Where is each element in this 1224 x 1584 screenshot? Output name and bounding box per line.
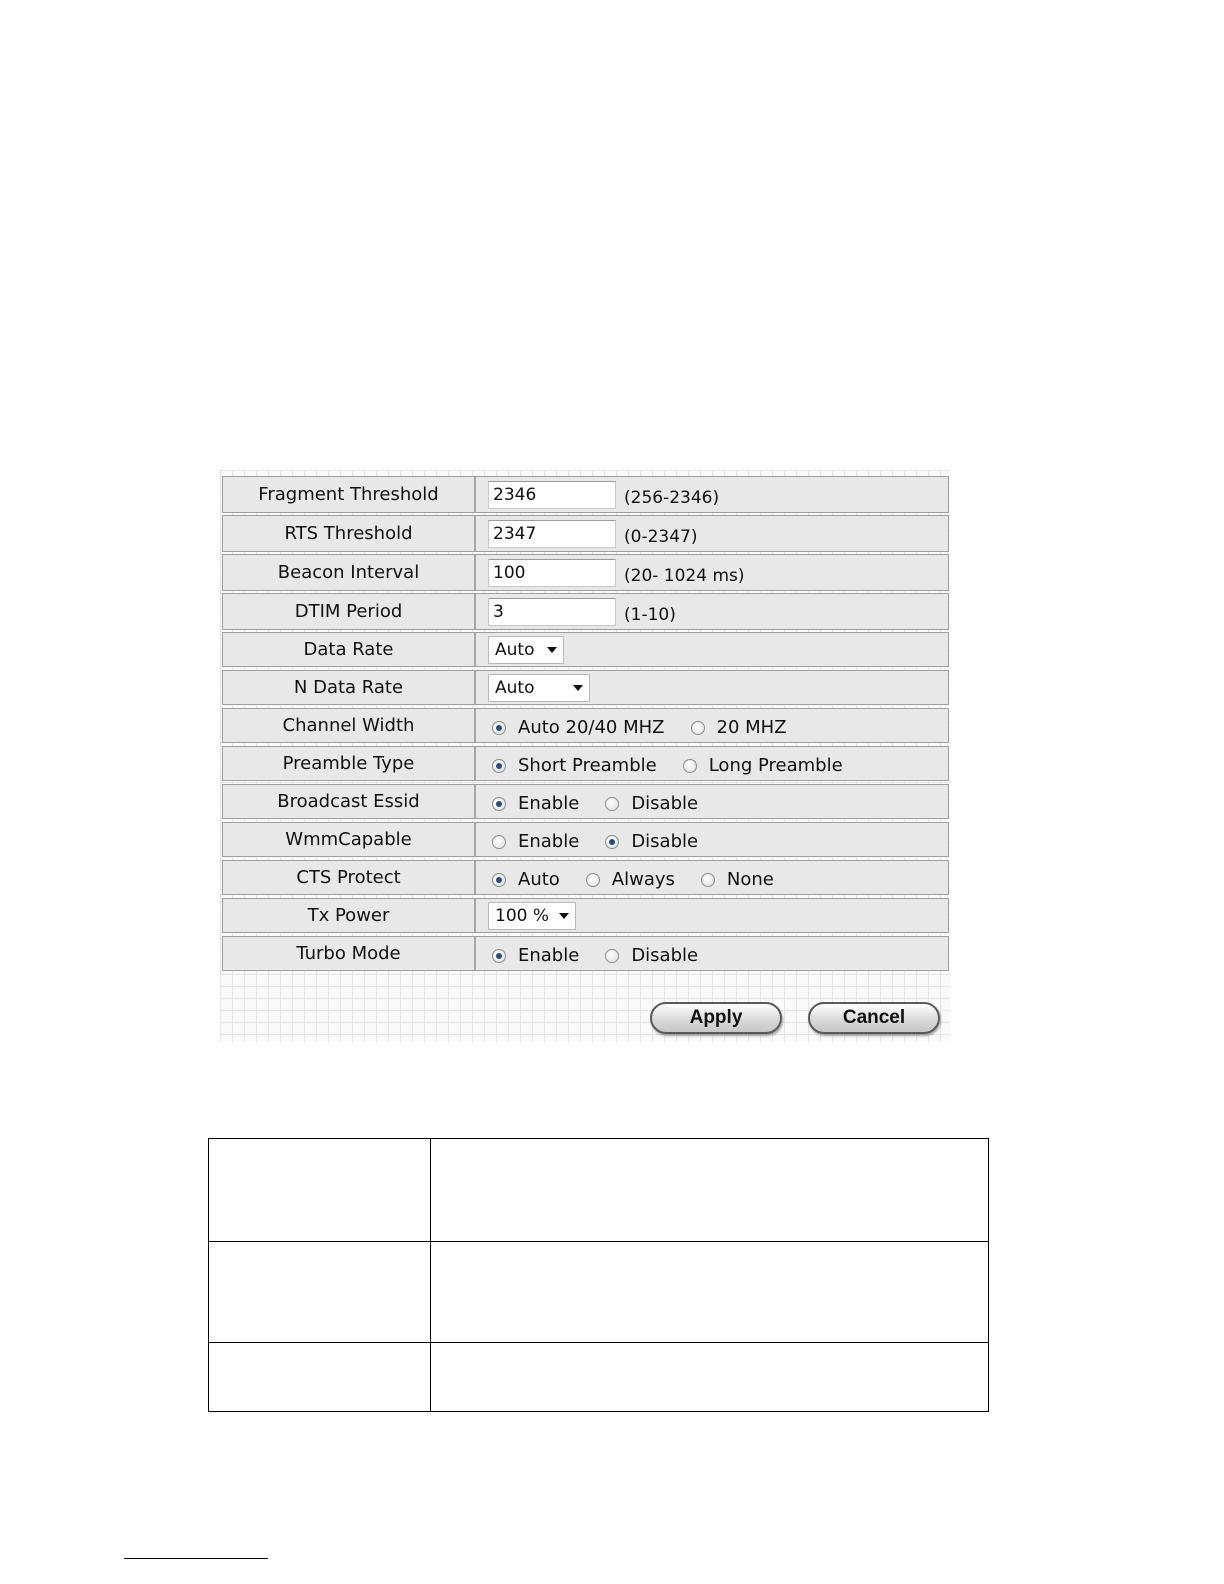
value-turbo-mode	[476, 937, 948, 970]
value-dtim-period	[476, 594, 948, 629]
dtim-period-input[interactable]	[488, 598, 616, 626]
radio-checked-icon[interactable]	[605, 835, 619, 849]
radio-unchecked-icon[interactable]	[492, 835, 506, 849]
chevron-down-icon	[547, 647, 557, 653]
row-data-rate	[222, 632, 949, 667]
label-channel-width: Channel Width	[223, 709, 476, 742]
broadcast-essid-option-disable[interactable]	[601, 793, 698, 814]
turbo-disable-label: Disable	[631, 945, 699, 966]
turbo-enable-label: Enable	[518, 945, 580, 966]
cts-option-auto[interactable]	[488, 869, 560, 890]
row-dtim-period	[222, 593, 949, 630]
chevron-down-icon	[559, 913, 569, 919]
radio-checked-icon[interactable]	[492, 949, 506, 963]
radio-checked-icon[interactable]	[492, 759, 506, 773]
row-wmm-capable	[222, 822, 949, 857]
wmm-capable-radio-group	[488, 831, 720, 852]
radio-unchecked-icon[interactable]	[586, 873, 600, 887]
value-wmm-capable	[476, 823, 948, 856]
label-turbo-mode: Turbo Mode	[223, 937, 476, 970]
preamble-long-label: Long Preamble	[708, 755, 843, 776]
beacon-interval-input[interactable]	[488, 559, 616, 587]
row-beacon-interval	[222, 554, 949, 591]
label-n-data-rate: N Data Rate	[223, 671, 476, 704]
label-wmm-capable: WmmCapable	[223, 823, 476, 856]
broadcast-essid-disable-label: Disable	[631, 793, 699, 814]
value-data-rate	[476, 633, 948, 666]
row-fragment-threshold	[222, 476, 949, 513]
value-rts-threshold	[476, 516, 948, 551]
label-broadcast-essid: Broadcast Essid	[223, 785, 476, 818]
wmm-disable-label: Disable	[631, 831, 699, 852]
row-rts-threshold	[222, 515, 949, 552]
settings-rows	[222, 476, 949, 974]
fragment-threshold-range: (256-2346)	[624, 487, 720, 508]
preamble-option-short[interactable]	[488, 755, 657, 776]
cts-always-label: Always	[611, 869, 675, 890]
channel-width-auto-label: Auto 20/40 MHZ	[518, 717, 665, 738]
radio-unchecked-icon[interactable]	[683, 759, 697, 773]
label-preamble-type: Preamble Type	[223, 747, 476, 780]
table-row-divider	[209, 1241, 988, 1242]
wmm-option-enable[interactable]	[488, 831, 579, 852]
cts-none-label: None	[726, 869, 774, 890]
preamble-short-label: Short Preamble	[518, 755, 657, 776]
broadcast-essid-option-enable[interactable]	[488, 793, 579, 814]
cts-protect-radio-group	[488, 869, 796, 890]
value-channel-width	[476, 709, 948, 742]
label-data-rate: Data Rate	[223, 633, 476, 666]
preamble-option-long[interactable]	[679, 755, 843, 776]
radio-unchecked-icon[interactable]	[691, 721, 705, 735]
channel-width-20-label: 20 MHZ	[716, 717, 787, 738]
value-fragment-threshold	[476, 477, 948, 512]
row-preamble-type	[222, 746, 949, 781]
turbo-mode-radio-group	[488, 945, 720, 966]
tx-power-select[interactable]	[488, 902, 576, 930]
turbo-option-disable[interactable]	[601, 945, 698, 966]
label-fragment-threshold: Fragment Threshold	[223, 477, 476, 512]
channel-width-radio-group	[488, 717, 809, 738]
table-row-divider	[209, 1342, 988, 1343]
turbo-option-enable[interactable]	[488, 945, 579, 966]
preamble-type-radio-group	[488, 755, 865, 776]
cts-auto-label: Auto	[518, 869, 560, 890]
radio-checked-icon[interactable]	[492, 797, 506, 811]
broadcast-essid-radio-group	[488, 793, 720, 814]
row-tx-power	[222, 898, 949, 933]
description-table	[208, 1138, 989, 1412]
beacon-interval-range: (20- 1024 ms)	[624, 565, 745, 586]
cancel-button[interactable]: Cancel	[808, 1002, 940, 1034]
radio-unchecked-icon[interactable]	[605, 797, 619, 811]
cts-option-none[interactable]	[697, 869, 774, 890]
n-data-rate-select[interactable]	[488, 674, 590, 702]
radio-checked-icon[interactable]	[492, 873, 506, 887]
row-n-data-rate	[222, 670, 949, 705]
rts-threshold-range: (0-2347)	[624, 526, 698, 547]
advanced-wireless-settings-panel	[220, 470, 950, 1042]
chevron-down-icon	[573, 685, 583, 691]
data-rate-select[interactable]	[488, 636, 564, 664]
label-tx-power: Tx Power	[223, 899, 476, 932]
channel-width-option-auto[interactable]	[488, 717, 665, 738]
radio-checked-icon[interactable]	[492, 721, 506, 735]
tx-power-selected: 100 %	[495, 905, 550, 926]
value-beacon-interval	[476, 555, 948, 590]
fragment-threshold-input[interactable]	[488, 481, 616, 509]
broadcast-essid-enable-label: Enable	[518, 793, 580, 814]
value-tx-power	[476, 899, 948, 932]
radio-unchecked-icon[interactable]	[605, 949, 619, 963]
value-broadcast-essid	[476, 785, 948, 818]
channel-width-option-20[interactable]	[687, 717, 787, 738]
wmm-enable-label: Enable	[518, 831, 580, 852]
table-column-divider	[430, 1139, 431, 1411]
dtim-period-range: (1-10)	[624, 604, 676, 625]
row-turbo-mode	[222, 936, 949, 971]
label-beacon-interval: Beacon Interval	[223, 555, 476, 590]
apply-button[interactable]: Apply	[650, 1002, 782, 1034]
rts-threshold-input[interactable]	[488, 520, 616, 548]
label-rts-threshold: RTS Threshold	[223, 516, 476, 551]
value-preamble-type	[476, 747, 948, 780]
cts-option-always[interactable]	[582, 869, 675, 890]
row-cts-protect	[222, 860, 949, 895]
n-data-rate-selected: Auto	[495, 677, 535, 698]
data-rate-selected: Auto	[495, 639, 535, 660]
row-broadcast-essid	[222, 784, 949, 819]
label-dtim-period: DTIM Period	[223, 594, 476, 629]
radio-unchecked-icon[interactable]	[701, 873, 715, 887]
wmm-option-disable[interactable]	[601, 831, 698, 852]
value-n-data-rate	[476, 671, 948, 704]
label-cts-protect: CTS Protect	[223, 861, 476, 894]
footnote-separator	[124, 1558, 268, 1559]
value-cts-protect	[476, 861, 948, 894]
row-channel-width	[222, 708, 949, 743]
